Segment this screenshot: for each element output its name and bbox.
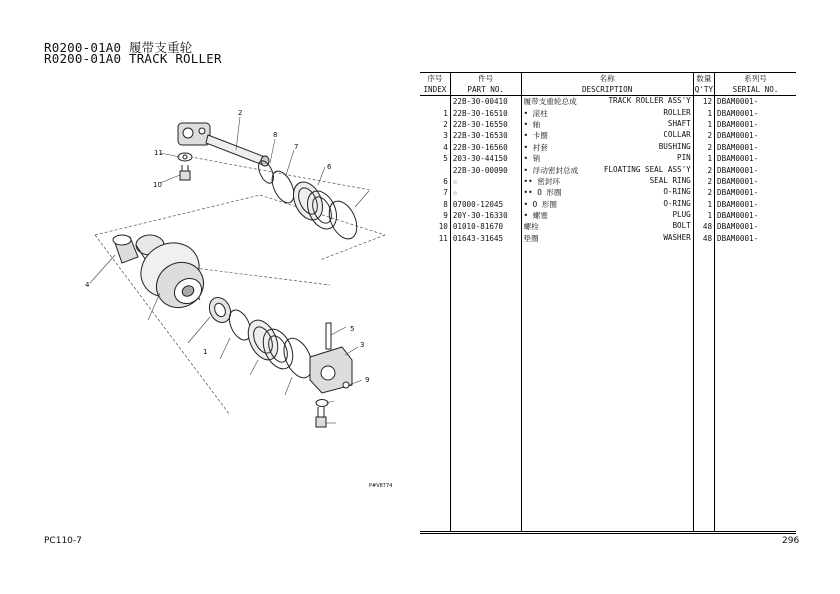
row-description — [521, 199, 693, 210]
row-description-cn: •• O 形圈 — [523, 188, 562, 198]
row-index: 8 — [443, 199, 448, 209]
roller-part — [131, 232, 212, 316]
filler-cell — [450, 244, 521, 532]
row-index: 6 — [443, 176, 448, 186]
page-title-en: R0200-01A0 TRACK ROLLER — [44, 51, 222, 66]
row-serial: DBAM0001- — [715, 153, 796, 164]
row-description-cn: 垫圈 — [523, 233, 539, 243]
table-row — [420, 107, 796, 118]
row-description-en: FLOATING SEAL ASS'Y — [603, 164, 691, 174]
footer-divider — [420, 533, 796, 534]
header-serial-cn: 系列号 — [715, 73, 796, 85]
row-description-cn: • 卡圈 — [523, 131, 548, 141]
table-row — [420, 176, 796, 187]
table-filler-row — [420, 244, 796, 532]
page-number: 296 — [782, 536, 800, 546]
row-quantity: 2 — [693, 142, 714, 153]
callout-8: 8 — [273, 131, 278, 139]
callout-10: 10 — [153, 181, 162, 189]
row-index: 1 — [443, 108, 448, 118]
row-serial: DBAM0001- — [715, 96, 796, 108]
footer-model: PC110-7 — [44, 536, 82, 546]
row-quantity: 1 — [693, 210, 714, 221]
row-serial: DBAM0001- — [715, 221, 796, 232]
row-description-en: SHAFT — [667, 118, 691, 128]
row-serial: DBAM0001- — [715, 107, 796, 118]
filler-cell — [715, 244, 796, 532]
row-part-number: 01010-81670 — [450, 221, 521, 232]
row-serial: DBAM0001- — [715, 176, 796, 187]
exploded-parts-diagram — [60, 95, 420, 500]
row-quantity: 2 — [693, 187, 714, 198]
header-index-cn: 序号 — [420, 73, 450, 85]
row-part-number: 22B-30-16510 — [450, 107, 521, 118]
table-row — [420, 221, 796, 232]
table-row — [420, 130, 796, 141]
seal-ring-upper — [288, 177, 342, 233]
row-index: 11 — [438, 233, 448, 243]
row-description — [521, 233, 693, 244]
row-quantity: 1 — [693, 199, 714, 210]
row-description — [521, 187, 693, 198]
row-description-cn: 履带支重轮总成 — [523, 97, 577, 107]
row-quantity: 12 — [693, 96, 714, 108]
row-index: 9 — [443, 211, 448, 221]
row-description — [521, 107, 693, 118]
callout-11: 11 — [154, 149, 163, 157]
row-quantity: 48 — [693, 233, 714, 244]
row-part-number: 22B-30-16530 — [450, 130, 521, 141]
table-row — [420, 96, 796, 108]
row-serial: DBAM0001- — [715, 119, 796, 130]
row-description-en: TRACK ROLLER ASS'Y — [608, 96, 691, 106]
row-description — [521, 153, 693, 164]
table-row — [420, 164, 796, 175]
row-serial: DBAM0001- — [715, 210, 796, 221]
row-part-number: 203-30-44150 — [450, 153, 521, 164]
row-description — [521, 210, 693, 221]
table-row — [420, 199, 796, 210]
row-index: 2 — [443, 119, 448, 129]
row-index: 7 — [443, 188, 448, 198]
row-index: 5 — [443, 154, 448, 164]
row-part-number: 22B-30-00410 — [450, 96, 521, 108]
header-desc-cn: 名称 — [521, 73, 693, 85]
row-description-cn: • O 形圈 — [523, 199, 557, 209]
row-description — [521, 130, 693, 141]
header-qty-en: Q'TY — [694, 85, 714, 94]
row-serial: DBAM0001- — [715, 199, 796, 210]
callout-2: 2 — [238, 109, 243, 117]
row-description-en: PIN — [677, 153, 691, 163]
row-part-number: 22B-30-16560 — [450, 142, 521, 153]
row-description-en: O-RING — [663, 187, 691, 197]
row-description — [521, 119, 693, 130]
header-part-en: PART NO. — [450, 84, 521, 96]
row-quantity: 2 — [693, 176, 714, 187]
page-title-cn: R0200-01A0 履带支重轮 — [44, 40, 193, 55]
row-quantity: 1 — [693, 153, 714, 164]
row-serial: DBAM0001- — [715, 233, 796, 244]
row-quantity: 48 — [693, 221, 714, 232]
callout-5: 5 — [350, 325, 355, 333]
row-index — [420, 164, 450, 175]
row-index — [420, 96, 450, 108]
row-description — [521, 176, 693, 187]
row-index: 4 — [443, 142, 448, 152]
collar-lower — [205, 294, 234, 326]
callout-7: 7 — [294, 143, 299, 151]
table-header-cn — [420, 73, 796, 85]
row-description-cn: • 滚柱 — [523, 108, 548, 118]
header-serial-en: SERIAL NO. — [715, 84, 796, 96]
row-description-cn: • 轴 — [523, 119, 541, 129]
callout-3: 3 — [360, 341, 365, 349]
row-serial: DBAM0001- — [715, 164, 796, 175]
row-quantity: 1 — [693, 119, 714, 130]
seal-ring-lower — [242, 315, 298, 373]
callout-6: 6 — [327, 163, 332, 171]
parts-table — [420, 72, 796, 532]
figure-code: P#V8774 — [369, 483, 393, 489]
row-description — [521, 164, 693, 175]
row-description-en: PLUG — [672, 210, 691, 220]
callout-9: 9 — [365, 376, 370, 384]
collar-part — [310, 323, 355, 393]
table-row — [420, 142, 796, 153]
row-description-cn: • 螺塞 — [523, 211, 548, 221]
row-part-number: 07000-12045 — [450, 199, 521, 210]
row-description-en: O-RING — [663, 198, 691, 208]
row-index: 10 — [438, 222, 448, 232]
row-quantity: 2 — [693, 130, 714, 141]
table-row — [420, 119, 796, 130]
row-part-number: 20Y-30-16330 — [450, 210, 521, 221]
filler-cell — [693, 244, 714, 532]
row-description-cn: • 浮动密封总成 — [523, 165, 579, 175]
row-part-number: 22B-30-16550 — [450, 119, 521, 130]
table-row — [420, 153, 796, 164]
row-description — [521, 96, 693, 108]
table-header-en — [420, 84, 796, 96]
row-description-en: BOLT — [672, 221, 691, 231]
row-quantity: 2 — [693, 164, 714, 175]
row-description — [521, 221, 693, 232]
row-description-en: WASHER — [663, 232, 691, 242]
header-index-en: INDEX — [420, 84, 450, 96]
row-description-en: SEAL RING — [649, 175, 691, 185]
row-serial: DBAM0001- — [715, 142, 796, 153]
table-row — [420, 187, 796, 198]
row-description-cn: • 衬套 — [523, 142, 548, 152]
row-index: 3 — [443, 131, 448, 141]
header-qty-cn: 数量 — [693, 73, 714, 85]
row-description-cn: 螺栓 — [523, 222, 539, 232]
row-serial: DBAM0001- — [715, 187, 796, 198]
row-description-en: ROLLER — [663, 107, 691, 117]
filler-cell — [420, 244, 450, 532]
bushing-part — [113, 235, 138, 263]
row-part-number: ☆ — [450, 187, 521, 198]
table-row — [420, 233, 796, 244]
row-description-cn: • 销 — [523, 154, 541, 164]
header-desc-en: DESCRIPTION — [521, 84, 693, 96]
header-part-cn: 件号 — [450, 73, 521, 85]
row-description-cn: •• 密封环 — [523, 176, 561, 186]
row-serial: DBAM0001- — [715, 130, 796, 141]
row-part-number: 01643-31645 — [450, 233, 521, 244]
row-description-en: BUSHING — [658, 141, 691, 151]
row-part-number: 22B-30-00090 — [450, 164, 521, 175]
callout-4: 4 — [85, 281, 90, 289]
row-part-number: ☆ — [450, 176, 521, 187]
row-quantity: 1 — [693, 107, 714, 118]
callout-1: 1 — [203, 348, 208, 356]
shaft-part — [178, 123, 269, 166]
filler-cell — [521, 244, 693, 532]
row-description-en: COLLAR — [663, 130, 691, 140]
table-row — [420, 210, 796, 221]
row-description — [521, 142, 693, 153]
